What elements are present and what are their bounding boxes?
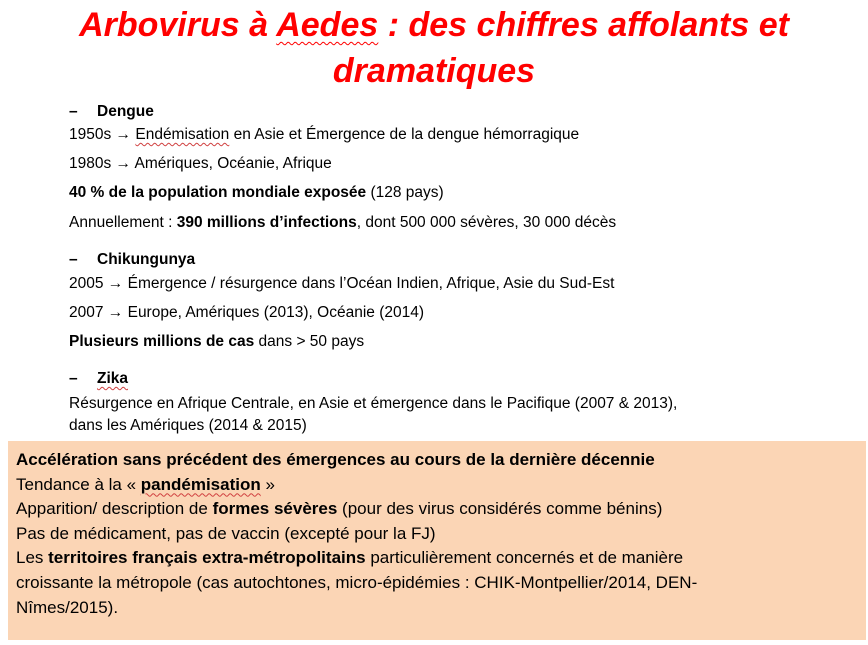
arrow-icon: → (107, 275, 124, 292)
title-line-1: Arbovirus à Aedes : des chiffres affolants et (79, 6, 789, 44)
slide-title (0, 2, 868, 94)
chik-line-1: 2005 → Émergence / résurgence dans l’Océan Indien, Afrique, Asie du Sud-Est (69, 275, 615, 292)
chik-line-3: Plusieurs millions de cas dans > 50 pays (69, 333, 365, 350)
dengue-heading: – Dengue (69, 103, 154, 120)
chik-heading: – Chikungunya (69, 251, 196, 268)
summary-line-5: Les territoires français extra-métropolitains particulièrement concernés et de manière (16, 548, 684, 568)
dengue-line-1: 1950s → Endémisation en Asie et Émergence de la dengue hémorragique (69, 126, 580, 143)
zika-heading: – Zika (69, 370, 129, 387)
summary-line-1: Accélération sans précédent des émergences au cours de la dernière décennie (16, 450, 655, 469)
summary-line-2: Tendance à la « pandémisation » (16, 474, 275, 494)
dengue-line-3: 40 % de la population mondiale exposée (128 pays) (69, 184, 444, 201)
title-aedes: Aedes (276, 6, 379, 44)
dengue-line-4: Annuellement : 390 millions d’infections, dont 500 000 sévères, 30 000 décès (69, 214, 617, 231)
summary-line-6: croissante la métropole (cas autochtones, micro-épidémies : CHIK-Montpellier/2014, DEN- (16, 572, 698, 592)
chik-line-2: 2007 → Europe, Amériques (2013), Océanie (2014) (69, 304, 424, 321)
summary-line-4: Pas de médicament, pas de vaccin (excepté pour la FJ) (16, 523, 436, 543)
zika-line-1: Résurgence en Afrique Centrale, en Asie et émergence dans le Pacifique (2007 & 2013), (69, 395, 678, 412)
summary-line-3: Apparition/ description de formes sévères (pour des virus considérés comme bénins) (16, 499, 663, 519)
title-line-2: dramatiques (332, 52, 536, 90)
zika-line-2: dans les Amériques (2014 & 2015) (69, 417, 307, 434)
summary-box (8, 441, 866, 640)
summary-line-7: Nîmes/2015). (16, 597, 119, 617)
arrow-icon: → (107, 304, 124, 321)
arrow-icon: → (115, 126, 132, 143)
arrow-icon: → (115, 155, 132, 172)
dengue-line-2: 1980s → Amériques, Océanie, Afrique (69, 155, 332, 172)
